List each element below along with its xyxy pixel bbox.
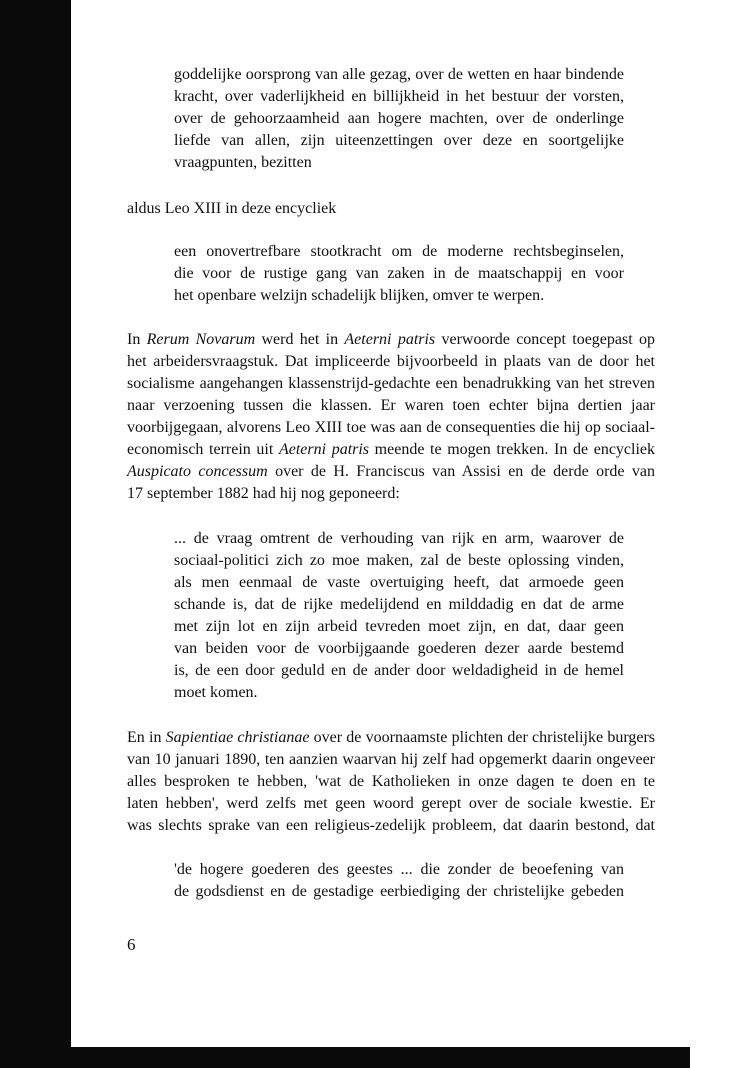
quote-line: kracht, over vaderlijkheid en billijkheid in het bestuur der vorsten, (174, 88, 624, 105)
quote-line: van beiden voor de voorbijgaande goederen dezer aarde bestemd (174, 640, 624, 657)
quote-line: het openbare welzijn schadelijk blijken, omver te werpen. (174, 287, 545, 304)
block-quote-3 (174, 528, 624, 704)
paragraph-line: alles besproken te hebben, 'wat de Katholieken in onze dagen te doen en te (127, 773, 655, 790)
quote-line: vraagpunten, bezitten (174, 154, 312, 171)
block-quote-4 (174, 859, 624, 903)
quote-line: een onovertrefbare stootkracht om de moderne rechtsbeginselen, (174, 243, 624, 260)
paragraph-line: laten hebben', werd zelfs met geen woord gerept over de sociale kwestie. Er (127, 795, 655, 812)
quote-line: die voor de rustige gang van zaken in de maatschappij en voor (174, 265, 624, 282)
paragraph-line: het arbeidersvraagstuk. Dat impliceerde bijvoorbeeld in plaats van de door het (127, 353, 655, 370)
paragraph-line: socialisme aangehangen klassenstrijd-gedachte een benadrukking van het streven (127, 375, 655, 392)
title-aeterni-patris: Aeterni patris (344, 331, 436, 348)
quote-line: 'de hogere goederen des geestes ... die zonder de beoefening van (174, 861, 624, 878)
paragraph-line: was slechts sprake van een religieus-zedelijk probleem, dat daarin bestond, dat (127, 817, 655, 834)
quote-line: goddelijke oorsprong van alle gezag, over de wetten en haar bindende (174, 66, 624, 83)
title-aeterni-patris: Aeterni patris (278, 441, 370, 458)
quote-line: schande is, dat de rijke medelijdend en milddadig en dat de arme (174, 596, 624, 613)
title-sapientiae-christianae: Sapientiae christianae (165, 729, 310, 746)
paragraph-line: voorbijgegaan, alvorens Leo XIII toe was aan de consequenties die hij op sociaal- (127, 419, 655, 436)
paragraph-line: van 10 januari 1890, ten aanzien waarvan hij zelf had opgemerkt daarin ongeveer (127, 751, 655, 768)
quote-line: de godsdienst en de gestadige eerbiediging der christelijke gebeden (174, 883, 624, 900)
interlude-text: aldus Leo XIII in deze encycliek (127, 200, 337, 217)
paragraph-line: naar verzoening tussen die klassen. Er waren toen echter bijna dertien jaar (127, 397, 655, 414)
paragraph-line: En in Sapientiae christianae over de voornaamste plichten der christelijke burgers (127, 729, 656, 746)
quote-line: is, de een door geduld en de ander door weldadigheid in de hemel (174, 662, 624, 679)
paragraph-1 (127, 329, 655, 505)
quote-line: over de gehoorzaamheid aan hogere machten, over de onderlinge (174, 110, 624, 127)
paragraph-line: Auspicato concessum over de H. Franciscus van Assisi en de derde orde van (127, 463, 655, 480)
quote-line: als men eenmaal de vaste overtuiging heeft, dat armoede geen (174, 574, 624, 591)
quote-line: met zijn lot en zijn arbeid tevreden moet zijn, en dat, daar geen (174, 618, 624, 635)
block-quote-1 (174, 64, 624, 174)
quote-line: liefde van allen, zijn uiteenzettingen over deze en soortgelijke (174, 132, 624, 149)
quote-line: sociaal-politici zich zo moe maken, zal de beste oplossing vinden, (174, 552, 624, 569)
page-number: 6 (127, 935, 136, 954)
quote-line: ... de vraag omtrent de verhouding van rijk en arm, waarover de (174, 530, 624, 547)
title-auspicato-concessum: Auspicato concessum (127, 463, 268, 480)
block-quote-2 (174, 241, 624, 307)
quote-line: moet komen. (174, 684, 258, 701)
paragraph-line: In Rerum Novarum werd het in Aeterni patris verwoorde concept toegepast op (127, 331, 655, 348)
paragraph-line: 17 september 1882 had hij nog geponeerd: (127, 485, 400, 502)
title-rerum-novarum: Rerum Novarum (146, 331, 256, 348)
paragraph-line: economisch terrein uit Aeterni patris meende te mogen trekken. In de encycliek (127, 441, 656, 458)
paragraph-2 (127, 727, 655, 837)
